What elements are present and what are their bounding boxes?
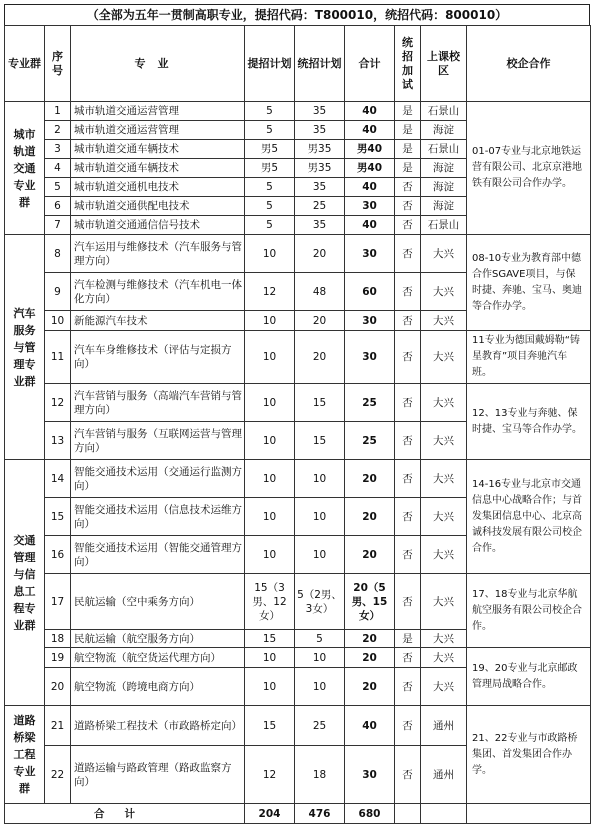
row-unified: 18 [295, 746, 345, 804]
group-name: 汽车服务与管理专业群 [5, 235, 45, 460]
row-campus: 大兴 [421, 422, 467, 460]
row-extra: 是 [395, 102, 421, 121]
table-row [5, 574, 591, 630]
row-seq: 18 [45, 630, 71, 648]
row-seq: 13 [45, 422, 71, 460]
row-total: 20 [345, 648, 395, 668]
table-caption: （全部为五年一贯制高职专业，提招代码：T800010，统招代码：800010） [4, 4, 590, 25]
row-campus: 通州 [421, 746, 467, 804]
row-extra: 否 [395, 574, 421, 630]
row-campus: 海淀 [421, 159, 467, 178]
row-major: 新能源汽车技术 [71, 311, 245, 331]
row-major: 民航运输（航空服务方向） [71, 630, 245, 648]
admissions-table [4, 25, 591, 824]
row-total: 男40 [345, 159, 395, 178]
coop-note: 08-10专业为教育部中德合作SGAVE项目，与保时捷、奔驰、宝马、奥迪等合作办学。 [467, 235, 591, 331]
row-total: 40 [345, 102, 395, 121]
totals-unified: 476 [295, 804, 345, 824]
row-seq: 11 [45, 331, 71, 384]
row-major: 城市轨道交通车辆技术 [71, 140, 245, 159]
row-unified: 25 [295, 197, 345, 216]
totals-empty-extra [395, 804, 421, 824]
row-major: 汽车车身维修技术（评估与定损方向） [71, 331, 245, 384]
row-extra: 否 [395, 706, 421, 746]
row-seq: 2 [45, 121, 71, 140]
row-early: 10 [245, 384, 295, 422]
row-unified: 15 [295, 422, 345, 460]
row-early: 10 [245, 331, 295, 384]
row-unified: 5（2男、3女） [295, 574, 345, 630]
row-total: 25 [345, 422, 395, 460]
totals-empty-coop [467, 804, 591, 824]
row-early: 5 [245, 102, 295, 121]
row-extra: 否 [395, 235, 421, 273]
header-seq: 序号 [45, 26, 71, 102]
row-campus: 海淀 [421, 121, 467, 140]
row-early: 12 [245, 746, 295, 804]
row-early: 男5 [245, 140, 295, 159]
row-campus: 海淀 [421, 178, 467, 197]
row-campus: 大兴 [421, 273, 467, 311]
row-unified: 20 [295, 311, 345, 331]
row-extra: 是 [395, 140, 421, 159]
row-extra: 否 [395, 197, 421, 216]
coop-note: 12、13专业与奔驰、保时捷、宝马等合作办学。 [467, 384, 591, 460]
totals-empty-campus [421, 804, 467, 824]
row-seq: 7 [45, 216, 71, 235]
header-row [5, 26, 591, 102]
row-total: 20（5男、15女） [345, 574, 395, 630]
row-early: 5 [245, 197, 295, 216]
row-total: 30 [345, 311, 395, 331]
row-extra: 是 [395, 630, 421, 648]
row-seq: 19 [45, 648, 71, 668]
table-row [5, 460, 591, 498]
row-seq: 9 [45, 273, 71, 311]
header-extra-test: 统招加试 [395, 26, 421, 102]
row-early: 10 [245, 536, 295, 574]
row-early: 15 [245, 630, 295, 648]
row-early: 10 [245, 648, 295, 668]
row-seq: 22 [45, 746, 71, 804]
row-campus: 大兴 [421, 498, 467, 536]
header-plan-early: 提招计划 [245, 26, 295, 102]
row-major: 城市轨道交通供配电技术 [71, 197, 245, 216]
row-total: 30 [345, 746, 395, 804]
row-unified: 5 [295, 630, 345, 648]
row-unified: 男35 [295, 159, 345, 178]
row-extra: 是 [395, 121, 421, 140]
row-major: 城市轨道交通运营管理 [71, 121, 245, 140]
row-extra: 否 [395, 668, 421, 706]
coop-note: 17、18专业与北京华航航空服务有限公司校企合作。 [467, 574, 591, 648]
row-campus: 通州 [421, 706, 467, 746]
row-extra: 否 [395, 311, 421, 331]
row-seq: 10 [45, 311, 71, 331]
row-major: 航空物流（跨境电商方向） [71, 668, 245, 706]
coop-note: 11专业为德国戴姆勒“铸星教育”项目奔驰汽车班。 [467, 331, 591, 384]
row-unified: 20 [295, 235, 345, 273]
admissions-plan-page [4, 4, 590, 824]
row-seq: 20 [45, 668, 71, 706]
coop-note: 14-16专业与北京市交通信息中心战略合作；与首发集团信息中心、北京高诚科技发展有限公司校企合作。 [467, 460, 591, 574]
row-campus: 大兴 [421, 648, 467, 668]
row-unified: 10 [295, 536, 345, 574]
row-unified: 48 [295, 273, 345, 311]
row-major: 民航运输（空中乘务方向） [71, 574, 245, 630]
row-campus: 大兴 [421, 460, 467, 498]
row-total: 30 [345, 235, 395, 273]
row-unified: 20 [295, 331, 345, 384]
row-seq: 14 [45, 460, 71, 498]
row-total: 40 [345, 121, 395, 140]
row-campus: 石景山 [421, 140, 467, 159]
row-seq: 5 [45, 178, 71, 197]
row-early: 10 [245, 498, 295, 536]
group-name: 交通管理与信息工程专业群 [5, 460, 45, 706]
row-early: 15（3男、12女） [245, 574, 295, 630]
row-seq: 17 [45, 574, 71, 630]
row-total: 20 [345, 668, 395, 706]
row-unified: 35 [295, 102, 345, 121]
row-extra: 否 [395, 648, 421, 668]
row-seq: 1 [45, 102, 71, 121]
row-major: 汽车营销与服务（互联网运营与管理方向） [71, 422, 245, 460]
group-name: 城市轨道交通专业群 [5, 102, 45, 235]
row-seq: 8 [45, 235, 71, 273]
row-total: 20 [345, 460, 395, 498]
row-total: 20 [345, 630, 395, 648]
table-row [5, 235, 591, 273]
row-total: 40 [345, 178, 395, 197]
row-extra: 否 [395, 331, 421, 384]
row-extra: 否 [395, 498, 421, 536]
row-unified: 35 [295, 216, 345, 235]
row-early: 10 [245, 460, 295, 498]
row-major: 智能交通技术运用（智能交通管理方向） [71, 536, 245, 574]
row-major: 汽车检测与维修技术（汽车机电一体化方向） [71, 273, 245, 311]
row-total: 20 [345, 498, 395, 536]
totals-early: 204 [245, 804, 295, 824]
row-seq: 21 [45, 706, 71, 746]
row-major: 道路运输与路政管理（路政监察方向） [71, 746, 245, 804]
row-unified: 25 [295, 706, 345, 746]
row-major: 城市轨道交通车辆技术 [71, 159, 245, 178]
row-unified: 10 [295, 648, 345, 668]
row-extra: 否 [395, 746, 421, 804]
row-early: 5 [245, 121, 295, 140]
header-major: 专业 [71, 26, 245, 102]
row-campus: 大兴 [421, 536, 467, 574]
totals-total: 680 [345, 804, 395, 824]
header-plan-unified: 统招计划 [295, 26, 345, 102]
row-seq: 12 [45, 384, 71, 422]
row-seq: 6 [45, 197, 71, 216]
header-coop: 校企合作 [467, 26, 591, 102]
row-campus: 大兴 [421, 668, 467, 706]
row-total: 25 [345, 384, 395, 422]
row-extra: 是 [395, 159, 421, 178]
table-row [5, 331, 591, 384]
row-seq: 3 [45, 140, 71, 159]
totals-label: 合计 [5, 804, 245, 824]
row-major: 城市轨道交通机电技术 [71, 178, 245, 197]
row-total: 40 [345, 216, 395, 235]
row-major: 汽车运用与维修技术（汽车服务与管理方向） [71, 235, 245, 273]
row-unified: 15 [295, 384, 345, 422]
table-row [5, 706, 591, 746]
row-major: 航空物流（航空货运代理方向） [71, 648, 245, 668]
row-major: 城市轨道交通运营管理 [71, 102, 245, 121]
row-early: 5 [245, 178, 295, 197]
row-extra: 否 [395, 536, 421, 574]
row-seq: 15 [45, 498, 71, 536]
row-total: 30 [345, 197, 395, 216]
row-campus: 大兴 [421, 311, 467, 331]
row-major: 汽车营销与服务（高端汽车营销与管理方向） [71, 384, 245, 422]
row-early: 10 [245, 668, 295, 706]
row-campus: 大兴 [421, 630, 467, 648]
row-extra: 否 [395, 384, 421, 422]
row-seq: 16 [45, 536, 71, 574]
row-extra: 否 [395, 460, 421, 498]
row-major: 智能交通技术运用（交通运行监测方向） [71, 460, 245, 498]
row-unified: 男35 [295, 140, 345, 159]
header-campus: 上课校区 [421, 26, 467, 102]
coop-note: 21、22专业与市政路桥集团、首发集团合作办学。 [467, 706, 591, 804]
totals-row [5, 804, 591, 824]
row-unified: 10 [295, 668, 345, 706]
table-row [5, 102, 591, 121]
row-early: 5 [245, 216, 295, 235]
row-campus: 大兴 [421, 331, 467, 384]
row-early: 15 [245, 706, 295, 746]
row-early: 12 [245, 273, 295, 311]
row-seq: 4 [45, 159, 71, 178]
row-unified: 35 [295, 178, 345, 197]
row-campus: 石景山 [421, 102, 467, 121]
row-major: 城市轨道交通通信信号技术 [71, 216, 245, 235]
table-row [5, 648, 591, 668]
group-name: 道路桥梁工程专业群 [5, 706, 45, 804]
table-row [5, 384, 591, 422]
header-total: 合计 [345, 26, 395, 102]
row-total: 20 [345, 536, 395, 574]
row-extra: 否 [395, 273, 421, 311]
row-campus: 大兴 [421, 574, 467, 630]
row-extra: 否 [395, 422, 421, 460]
row-total: 60 [345, 273, 395, 311]
row-campus: 大兴 [421, 235, 467, 273]
row-unified: 35 [295, 121, 345, 140]
row-early: 男5 [245, 159, 295, 178]
row-campus: 大兴 [421, 384, 467, 422]
row-extra: 否 [395, 178, 421, 197]
row-early: 10 [245, 422, 295, 460]
row-total: 40 [345, 706, 395, 746]
row-total: 男40 [345, 140, 395, 159]
row-early: 10 [245, 235, 295, 273]
coop-note: 01-07专业与北京地铁运营有限公司、北京京港地铁有限公司合作办学。 [467, 102, 591, 235]
row-campus: 石景山 [421, 216, 467, 235]
header-group: 专业群 [5, 26, 45, 102]
row-unified: 10 [295, 498, 345, 536]
row-major: 道路桥梁工程技术（市政路桥定向） [71, 706, 245, 746]
row-extra: 否 [395, 216, 421, 235]
coop-note: 19、20专业与北京邮政管理局战略合作。 [467, 648, 591, 706]
row-total: 30 [345, 331, 395, 384]
row-unified: 10 [295, 460, 345, 498]
row-early: 10 [245, 311, 295, 331]
row-major: 智能交通技术运用（信息技术运维方向） [71, 498, 245, 536]
row-campus: 海淀 [421, 197, 467, 216]
